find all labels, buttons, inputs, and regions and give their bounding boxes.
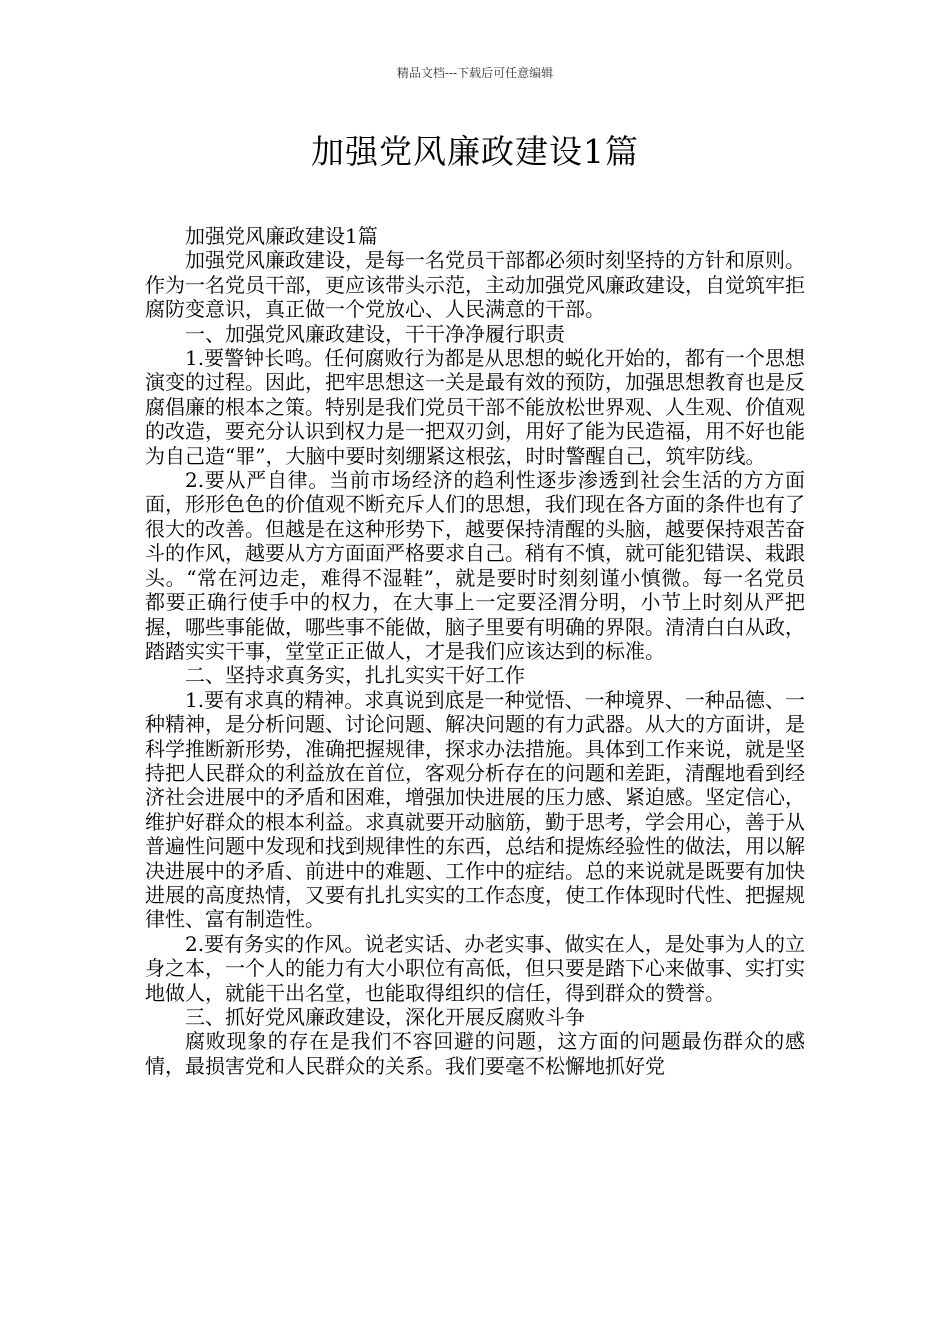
- subtitle-paragraph: 加强党风廉政建设1篇: [185, 224, 378, 248]
- section-heading-2: 二、坚持求真务实，扎扎实实干好工作: [185, 663, 525, 688]
- document-body: [145, 224, 805, 1078]
- body-paragraph: 1.要有求真的精神。求真说到底是一种觉悟、一种境界、一种品德、一种精神，是分析问题、讨论问题、解决问题的有力武器。从大的方面讲，是科学推断新形势，准确把握规律，探求办法措施。具体到工作来说，就是坚持把人民群众的利益放在首位，客观分析存在的问题和差距，清醒地看到经济社会进展中的矛盾和困难，增强加快进展的压力感、紧迫感。坚定信心，维护好群众的根本利益。求真就要开动脑筋，勤于思考，学会用心，善于从普遍性问题中发现和找到规律性的东西，总结和提炼经验性的做法，用以解决进展中的矛盾、前进中的难题、工作中的症结。总的来说就是既要有加快进展的高度热情，又要有扎扎实实的工作态度，使工作体现时代性、把握规律性、富有制造性。: [145, 687, 805, 932]
- body-paragraph: 腐败现象的存在是我们不容回避的问题，这方面的问题最伤群众的感情，最损害党和人民群众的关系。我们要毫不松懈地抓好党: [145, 1029, 805, 1078]
- document-title: 加强党风廉政建设1篇: [311, 132, 639, 171]
- intro-paragraph: 加强党风廉政建设，是每一名党员干部都必须时刻坚持的方针和原则。作为一名党员干部，更应该带头示范，主动加强党风廉政建设，自觉筑牢拒腐防变意识，真正做一个党放心、人民满意的干部。: [145, 248, 805, 322]
- body-paragraph: 2.要从严自律。当前市场经济的趋利性逐步渗透到社会生活的方方面面，形形色色的价值观不断充斥人们的思想，我们现在各方面的条件也有了很大的改善。但越是在这种形势下，越要保持清醒的头脑，越要保持艰苦奋斗的作风，越要从方方面面严格要求自己。稍有不慎，就可能犯错误、栽跟头。“常在河边走，难得不湿鞋”，就是要时时刻刻谨小慎微。每一名党员都要正确行使手中的权力，在大事上一定要泾渭分明，小节上时刻从严把握，哪些事能做，哪些事不能做，脑子里要有明确的界限。清清白白从政，踏踏实实干事，堂堂正正做人，才是我们应该达到的标准。: [145, 468, 805, 663]
- body-paragraph: 1.要警钟长鸣。任何腐败行为都是从思想的蜕化开始的，都有一个思想演变的过程。因此，把牢思想这一关是最有效的预防，加强思想教育也是反腐倡廉的根本之策。特别是我们党员干部不能放松世界观、人生观、价值观的改造，要充分认识到权力是一把双刃剑，用好了能为民造福，用不好也能为自己造“罪”，大脑中要时刻绷紧这根弦，时时警醒自己，筑牢防线。: [145, 346, 805, 468]
- body-paragraph: 2.要有务实的作风。说老实话、办老实事、做实在人，是处事为人的立身之本，一个人的能力有大小职位有高低，但只要是踏下心来做事、实打实地做人，就能干出名堂，也能取得组织的信任，得到群众的赞誉。: [145, 931, 805, 1005]
- section-heading-3: 三、抓好党风廉政建设，深化开展反腐败斗争: [185, 1005, 585, 1029]
- section-heading-1: 一、加强党风廉政建设，干干净净履行职责: [185, 321, 565, 346]
- page-header-note: 精品文档---下载后可任意编辑: [396, 66, 554, 80]
